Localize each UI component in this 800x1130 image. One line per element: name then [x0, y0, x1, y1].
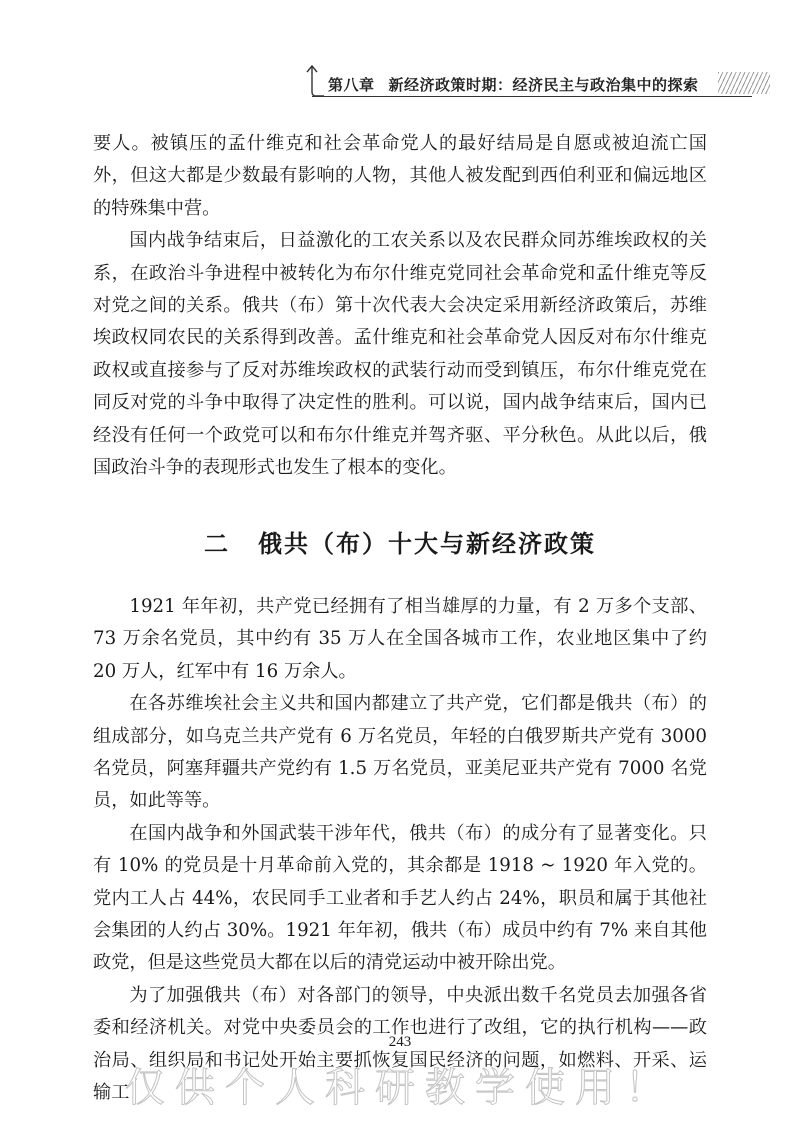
section-title: 俄共（布）十大与新经济政策	[258, 530, 596, 559]
paragraph: 国内战争结束后，日益激化的工农关系以及农民群众同苏维埃政权的关系，在政治斗争进程中被转化为布尔什维克党同社会革命党和孟什维克等反对党之间的关系。俄共（布）第十次代表大会决定采用新经济政策后，苏维埃政权同农民的关系得到改善。孟什维克和社会革命党人因反对布尔什维克政权或直接参与了反对苏维埃政权的武装行动而受到镇压，布尔什维克党在同反对党的斗争中取得了决定性的胜利。可以说，国内战争结束后，国内已经没有任何一个政党可以和布尔什维克并驾齐驱、平分秋色。从此以后，俄国政治斗争的表现形式也发生了根本的变化。	[93, 230, 707, 479]
header-title	[328, 74, 699, 95]
paragraph: 在各苏维埃社会主义共和国内都建立了共产党，它们都是俄共（布）的组成部分，如乌克兰共产党有 6 万名党员，年轻的白俄罗斯共产党有 3000 名党员，阿塞拜疆共产党约有 1.5 万名党员，亚美尼亚共产党有 7000 名党员，如此等等。	[93, 693, 707, 812]
header-hatch-decoration	[718, 72, 770, 94]
paragraph: 要人。被镇压的孟什维克和社会革命党人的最好结局是自愿或被迫流亡国外，但这大都是少数最有影响的人物，其他人被发配到西伯利亚和偏远地区的特殊集中营。	[93, 133, 707, 219]
paragraph: 1921 年年初，共产党已经拥有了相当雄厚的力量，有 2 万多个支部、73 万余名党员，其中约有 35 万人在全国各城市工作，农业地区集中了约 20 万人，红军中有 16 万余人。	[93, 595, 707, 682]
header-rule	[312, 96, 752, 97]
page-number: 243	[388, 1034, 412, 1050]
header-chapter: 第八章	[328, 76, 375, 94]
watermark: 仅供个人科研教学使用！	[125, 1065, 675, 1111]
paragraph: 为了加强俄共（布）对各部门的领导，中央派出数千名党员去加强各省委和经济机关。对党中央委员会的工作也进行了改组，它的执行机构——政治局、组织局和书记处开始主要抓恢复国民经济的问题，如燃料、开采、运输工	[93, 984, 707, 1103]
arrow-up-icon	[300, 64, 324, 104]
paragraph: 在国内战争和外国武装干涉年代，俄共（布）的成分有了显著变化。只有 10% 的党员是十月革命前入党的，其余都是 1918 ~ 1920 年入党的。党内工人占 44%，农民同手工业者和手艺人约占 24%，职员和属于其他社会集团的人约占 30%。1921 年年初，俄共（布）成员中约有 7% 来自其他政党，但是这些党员大都在以后的清党运动中被开除出党。	[93, 822, 707, 974]
running-header	[300, 64, 770, 104]
page-body	[93, 128, 707, 1109]
section-number: 二	[204, 530, 230, 559]
section-heading	[93, 528, 707, 560]
header-chapter-title: 新经济政策时期：经济民主与政治集中的探索	[388, 76, 699, 94]
